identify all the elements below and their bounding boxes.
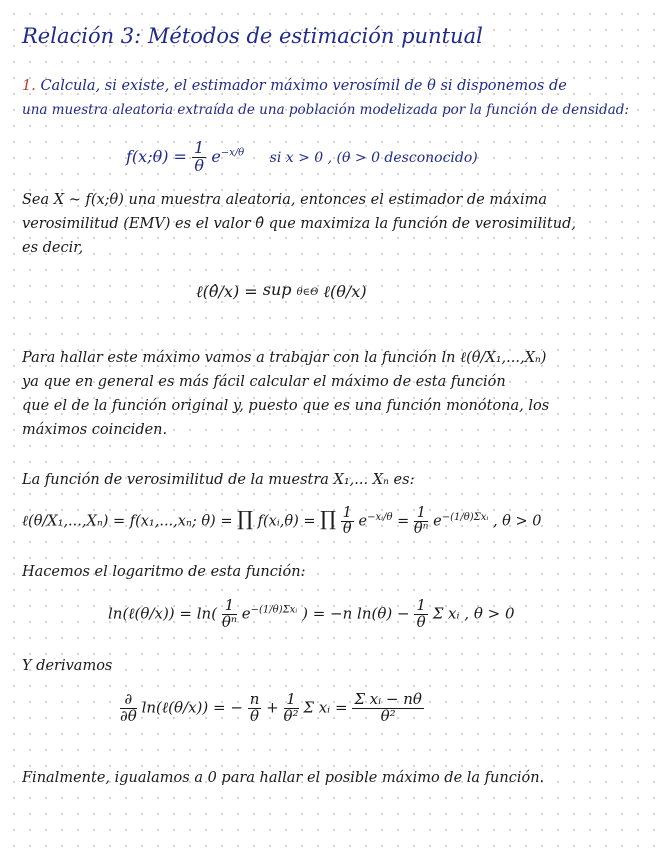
density-exponent: −x/θ: [220, 147, 245, 159]
derivative-sum: Σ xᵢ =: [303, 698, 348, 717]
fraction-numerator: Σ xᵢ − nθ: [354, 690, 422, 708]
density-denominator: θ: [194, 155, 204, 175]
exp-base-2: e: [433, 513, 442, 530]
emv-rhs: ℓ(θ/x): [323, 282, 367, 301]
derivative-lhs: ln(ℓ(θ/x)) = −: [141, 698, 243, 717]
para-2-line-2: ya que en general es más fácil calcular el máximo de esta función: [22, 374, 506, 390]
fraction-denominator: θ²: [380, 706, 396, 725]
fraction-numerator: 1: [416, 596, 426, 614]
log-exp-base: e: [241, 604, 251, 623]
para-2-line-4: máximos coinciden.: [22, 422, 168, 438]
exercise-1-statement-line-1: [22, 74, 642, 98]
fraction-numerator: ∂: [120, 692, 137, 709]
page-title: Relación 3: Métodos de estimación puntual: [22, 24, 483, 48]
log-likelihood-formula: [108, 598, 515, 631]
fraction-numerator: 1: [284, 692, 299, 709]
para-3-line-1: La función de verosimilitud de la muestra X₁,... Xₙ es:: [22, 472, 415, 488]
para-2-line-1: Para hallar este máximo vamos a trabajar con la función ln ℓ(θ/X₁,...,Xₙ): [22, 350, 547, 366]
log-rhs: Σ xᵢ , θ > 0: [432, 604, 515, 623]
density-lhs: f(x;θ) =: [126, 146, 187, 166]
para-1-line-3: es decir,: [22, 240, 84, 256]
equals-sign: =: [397, 513, 410, 530]
exp-base-1: e: [358, 513, 368, 530]
density-exp-base: e: [211, 146, 221, 166]
fraction-denominator: ∂θ: [120, 706, 137, 725]
log-middle: ) = −n ln(θ) −: [302, 604, 410, 623]
log-fraction-1: [222, 598, 237, 631]
likelihood-part-2: f(xᵢ,θ) =: [257, 513, 316, 530]
likelihood-part-1: ℓ(θ/X₁,...,Xₙ) = f(x₁,...,xₙ; θ) =: [22, 513, 233, 530]
emv-definition-formula: [196, 282, 367, 302]
partial-derivative: [120, 692, 137, 725]
derivative-fraction-2: [284, 692, 299, 725]
log-fraction-2: [414, 598, 428, 631]
product-symbol-1: ∏: [237, 506, 254, 531]
para-5-line-1: Y derivamos: [22, 658, 113, 674]
likelihood-formula: [22, 506, 542, 537]
likelihood-fraction-2: [414, 506, 429, 537]
density-fraction: [192, 140, 206, 175]
exercise-number: 1.: [22, 78, 36, 94]
log-lhs: ln(ℓ(θ/x)) = ln(: [108, 604, 218, 623]
fraction-denominator: θⁿ: [413, 521, 429, 538]
derivative-fraction-3: [352, 692, 424, 725]
fraction-denominator: θ²: [283, 706, 299, 725]
para-1-line-2: verosimilitud (EMV) es el valor θ̂ que maximiza la función de verosimilitud,: [22, 216, 576, 232]
emv-lhs: ℓ(θ̂/x) =: [196, 282, 258, 301]
fraction-denominator: θ: [250, 706, 260, 725]
product-symbol-2: ∏: [320, 506, 337, 531]
exponent-2: −(1/θ)Σxᵢ: [441, 511, 489, 523]
fraction-numerator: n: [249, 690, 260, 708]
derivative-formula: [120, 692, 424, 725]
fraction-numerator: 1: [414, 506, 429, 522]
density-formula: [126, 140, 478, 175]
exercise-1-text-1: Calcula, si existe, el estimador máximo verosímil de θ si disponemos de: [40, 78, 567, 94]
likelihood-fraction-1: [341, 506, 354, 537]
derivative-fraction-1: [248, 692, 262, 725]
density-condition: si x > 0 , (θ > 0 desconocido): [269, 149, 478, 166]
para-2-line-3: que el de la función original y, puesto que es una función monótona, los: [22, 398, 550, 414]
density-numerator: 1: [194, 138, 205, 157]
emv-sup: [263, 282, 318, 299]
fraction-denominator: θ: [342, 521, 352, 538]
para-6-line-1: Finalmente, igualamos a 0 para hallar el posible máximo de la función.: [22, 770, 545, 786]
exercise-1-statement-line-2: una muestra aleatoria extraída de una población modelizada por la función de densidad:: [22, 102, 629, 118]
para-1-line-1: Sea X ~ f(x;θ) una muestra aleatoria, entonces el estimador de máxima: [22, 192, 547, 208]
plus-sign: +: [266, 698, 279, 717]
fraction-numerator: 1: [222, 598, 237, 615]
fraction-numerator: 1: [342, 505, 352, 521]
sup-label: sup: [262, 280, 292, 299]
sup-subscript: θ∈Θ: [296, 287, 319, 298]
fraction-denominator: θⁿ: [221, 612, 237, 631]
fraction-denominator: θ: [416, 612, 426, 631]
likelihood-condition: , θ > 0: [492, 513, 542, 530]
exponent-1: −xᵢ/θ: [367, 511, 393, 523]
para-4-line-1: Hacemos el logaritmo de esta función:: [22, 564, 306, 580]
log-exponent: −(1/θ)Σxᵢ: [250, 604, 298, 616]
